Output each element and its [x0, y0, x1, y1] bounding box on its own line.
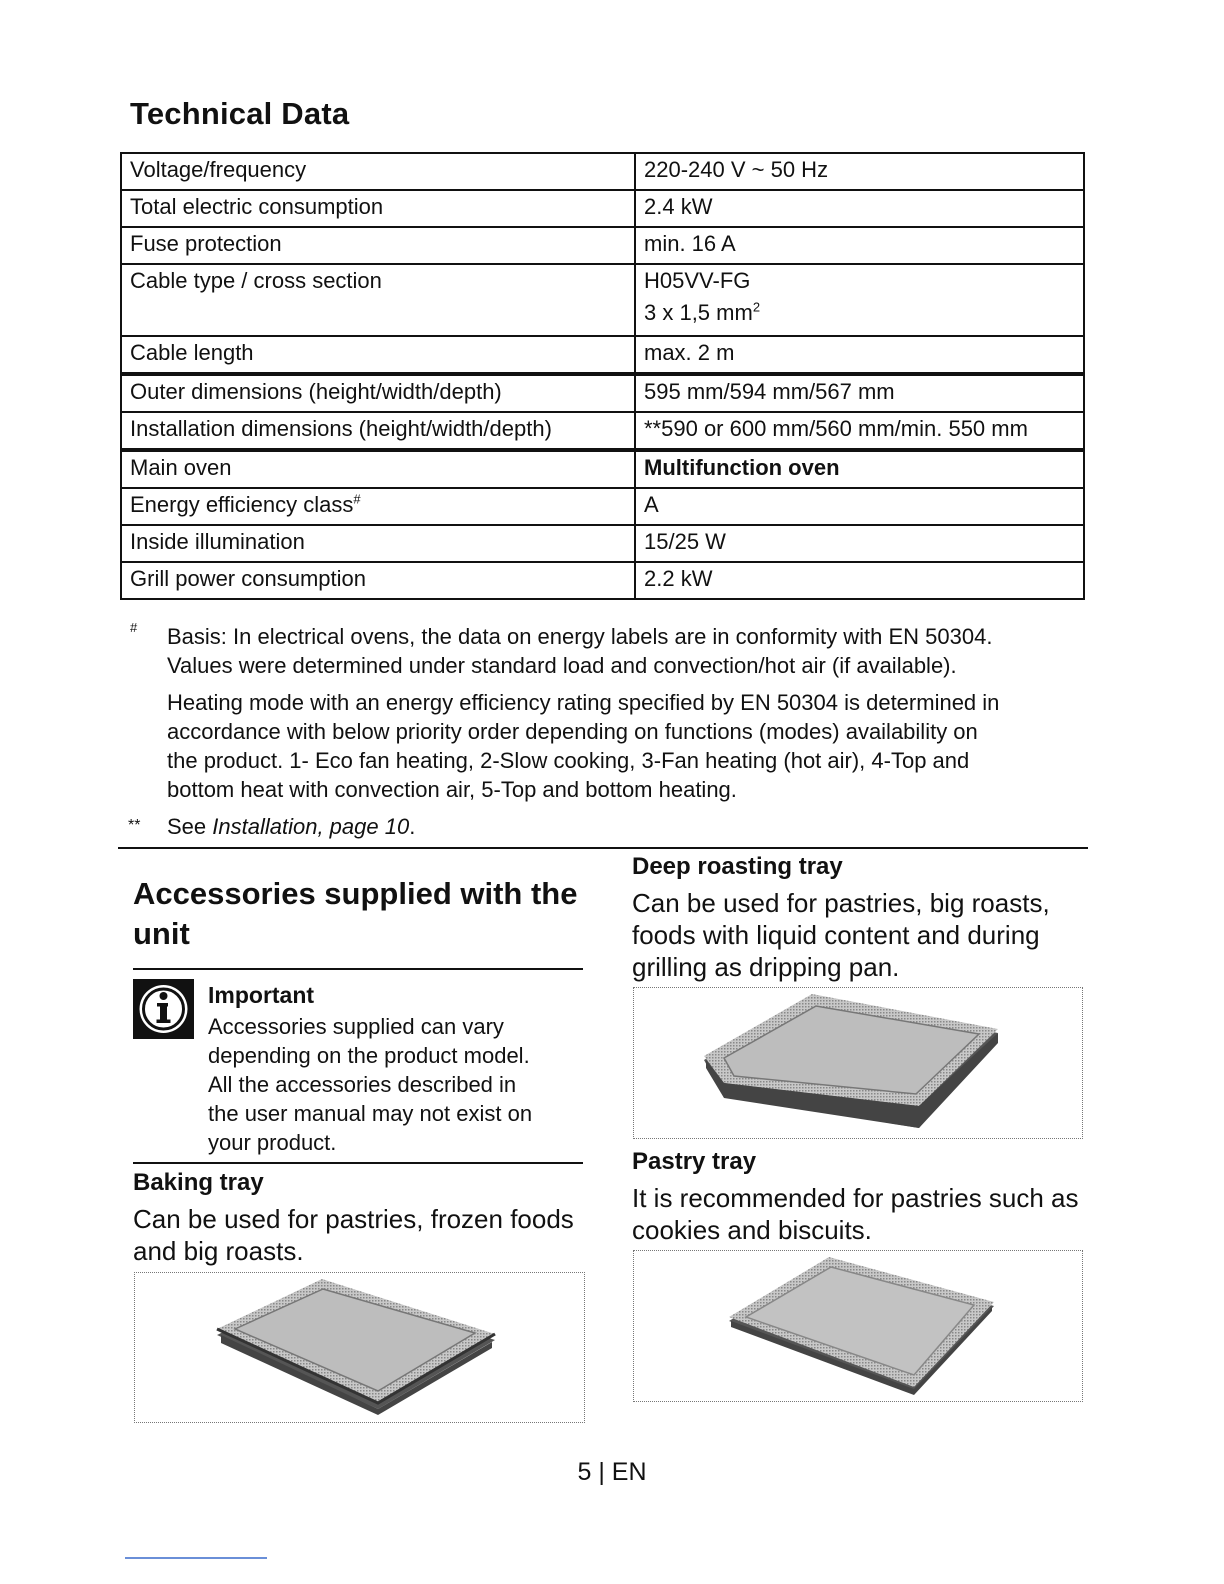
row-label: Outer dimensions (height/width/depth): [121, 374, 635, 412]
row-value: Multifunction oven: [635, 450, 1084, 488]
accessories-heading: Accessories supplied with the: [133, 876, 578, 911]
important-text-line: your product.: [208, 1130, 337, 1155]
section-divider: [118, 847, 1088, 849]
row-label: Inside illumination: [121, 525, 635, 562]
row-label: Grill power consumption: [121, 562, 635, 599]
important-text-line: the user manual may not exist on: [208, 1101, 533, 1126]
row-label: Total electric consumption: [121, 190, 635, 227]
footnote-hash-line: bottom heat with convection air, 5-Top and bottom heating.: [167, 777, 737, 802]
row-label: Energy efficiency class#: [121, 488, 635, 525]
row-value: 220-240 V ~ 50 Hz: [635, 153, 1084, 190]
installation-reference: Installation, page 10: [212, 814, 410, 839]
row-value: 15/25 W: [635, 525, 1084, 562]
row-label: Cable type / cross section: [121, 264, 635, 336]
row-value: min. 16 A: [635, 227, 1084, 264]
important-bottom-rule: [133, 1162, 583, 1164]
row-value: A: [635, 488, 1084, 525]
table-row: [121, 525, 1084, 562]
cross-section-value: 3 x 1,5 $mm^2$: [644, 299, 761, 325]
footnote-hash-line: Basis: In electrical ovens, the data on energy labels are in conformity with EN 50304.: [167, 624, 993, 649]
important-text-line: Accessories supplied can vary: [208, 1014, 504, 1039]
table-row: [121, 227, 1084, 264]
row-value: 595 mm/594 mm/567 mm: [635, 374, 1084, 412]
row-value: [635, 264, 1084, 336]
deep-roasting-tray-text: Can be used for pastries, big roasts,: [632, 888, 1050, 918]
deep-roasting-tray-title: Deep roasting tray: [632, 853, 843, 880]
row-value: 2.4 kW: [635, 190, 1084, 227]
baking-tray-text: Can be used for pastries, frozen foods: [133, 1204, 574, 1234]
deep-roasting-tray-text: grilling as dripping pan.: [632, 952, 900, 982]
technical-data-table: [120, 152, 1085, 600]
blue-underline-mark: [125, 1557, 267, 1559]
footnote-star-line: See Installation, page 10.: [167, 814, 416, 839]
info-icon: [133, 979, 194, 1039]
row-label: Fuse protection: [121, 227, 635, 264]
footnote-hash-line: Heating mode with an energy efficiency rating specified by EN 50304 is determined in: [167, 690, 1000, 715]
pastry-tray-text: It is recommended for pastries such as: [632, 1183, 1079, 1213]
row-label: Cable length: [121, 336, 635, 374]
table-row: [121, 488, 1084, 525]
row-value: **590 or 600 mm/560 mm/min. 550 mm: [635, 412, 1084, 450]
page-number: 5 | EN: [577, 1458, 647, 1486]
baking-tray-image: [134, 1272, 585, 1423]
important-text-line: All the accessories described in: [208, 1072, 517, 1097]
important-top-rule: [133, 968, 583, 970]
baking-tray-text: and big roasts.: [133, 1236, 304, 1266]
pastry-tray-title: Pastry tray: [632, 1148, 757, 1175]
table-row: [121, 562, 1084, 599]
table-row: [121, 190, 1084, 227]
row-label: Main oven: [121, 450, 635, 488]
table-row: [121, 336, 1084, 374]
footnote-hash-line: accordance with below priority order depending on functions (modes) availability on: [167, 719, 978, 744]
row-label: Installation dimensions (height/width/depth): [121, 412, 635, 450]
baking-tray-title: Baking tray: [133, 1169, 264, 1196]
table-row: [121, 374, 1084, 412]
important-text-line: depending on the product model.: [208, 1043, 530, 1068]
footnote-star-mark: **: [128, 817, 141, 834]
deep-roasting-tray-image: [633, 987, 1083, 1139]
page-title: Technical Data: [130, 96, 350, 131]
footnote-hash-mark: #: [130, 620, 138, 635]
pastry-tray-image: [633, 1250, 1083, 1402]
accessories-heading: unit: [133, 916, 190, 951]
row-value: 2.2 kW: [635, 562, 1084, 599]
footnote-hash-line: Values were determined under standard load and convection/hot air (if available).: [167, 653, 957, 678]
table-row: [121, 153, 1084, 190]
footnote-hash-line: the product. 1- Eco fan heating, 2-Slow cooking, 3-Fan heating (hot air), 4-Top and: [167, 748, 970, 773]
table-row: [121, 412, 1084, 450]
important-title: Important: [208, 982, 315, 1008]
row-label: Voltage/frequency: [121, 153, 635, 190]
row-value: max. 2 m: [635, 336, 1084, 374]
table-row: [121, 264, 1084, 336]
cable-type-value: H05VV-FG: [644, 268, 751, 293]
deep-roasting-tray-text: foods with liquid content and during: [632, 920, 1040, 950]
table-row: [121, 450, 1084, 488]
pastry-tray-text: cookies and biscuits.: [632, 1215, 872, 1245]
